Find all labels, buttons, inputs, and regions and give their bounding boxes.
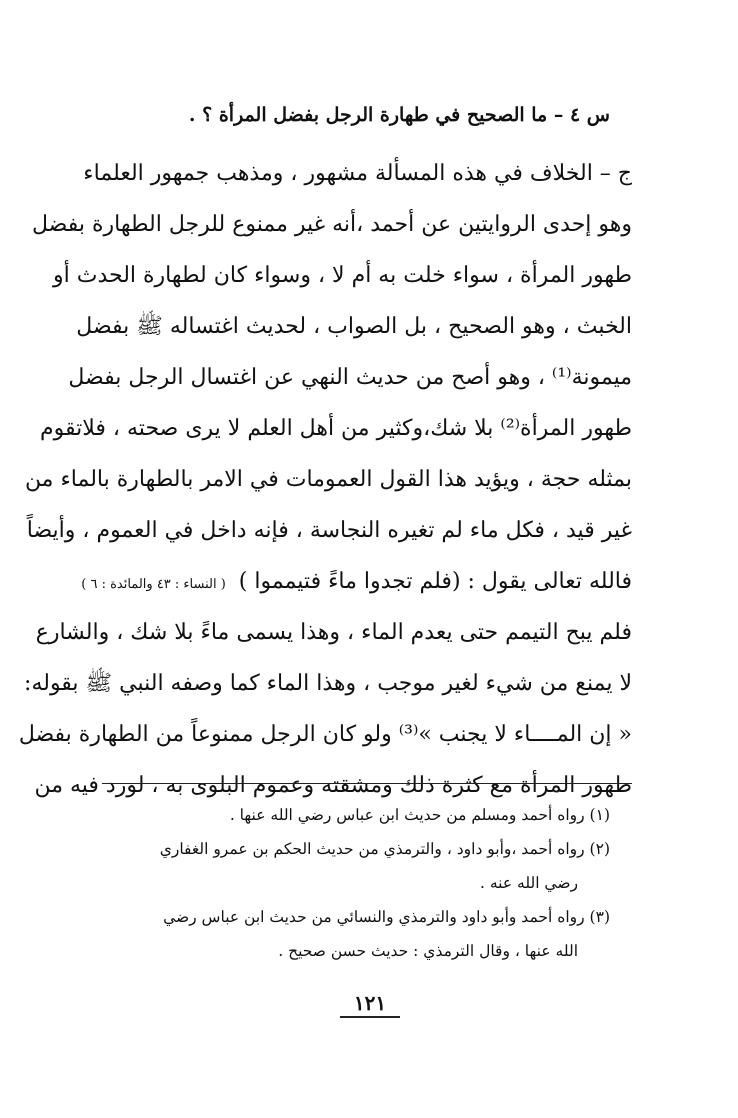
text-line: طهور المرأة مع كثرة ذلك ومشقته وعموم البلوى به ، لورد فيه من [34,773,632,798]
text-line: الخبث ، وهو الصحيح ، بل الصواب ، لحديث اغتساله ﷺ بفضل [76,314,632,339]
text-line: « إن المــــاء لا يجنب »⁽³⁾ ولو كان الرجل ممنوعاً من الطهارة بفضل [18,722,632,747]
text-line: غير قيد ، فكل ماء لم تغيره النجاسة ، فإنه داخل في العموم ، وأيضاً [26,518,632,543]
footnote-2: (٢) رواه أحمد ،وأبو داود ، والترمذي من حديث الحكم بن عمرو الغفاري [159,840,610,858]
footnote-1: (١) رواه أحمد ومسلم من حديث ابن عباس رضي الله عنها . [229,806,610,824]
text-line: وهو إحدى الروايتين عن أحمد ،أنه غير ممنوع للرجل الطهارة بفضل [32,212,632,237]
footnote-3-continued: الله عنها ، وقال الترمذي : حديث حسن صحيح . [278,942,578,960]
text-line: فلم يبح التيمم حتى يعدم الماء ، وهذا يسمى ماءً بلا شك ، والشارع [35,620,632,645]
text-line: بمثله حجة ، ويؤيد هذا القول العمومات في الامر بالطهارة بالماء من [24,467,632,492]
text-line: ميمونة⁽¹⁾ ، وهو أصح من حديث النهي عن اغتسال الرجل بفضل [68,365,632,390]
verse-line [81,556,632,607]
text-line: ج – الخلاف في هذه المسألة مشهور ، ومذهب جمهور العلماء [83,161,632,186]
text-line: طهور المرأة ، سواء خلت به أم لا ، وسواء كان لطهارة الحدث أو [53,263,632,288]
footnote-3: (٣) رواه أحمد وأبو داود والترمذي والنسائي من حديث ابن عباس رضي [163,908,610,926]
text-line: طهور المرأة⁽²⁾ بلا شك،وكثير من أهل العلم لا يرى صحته ، فلاتقوم [40,416,632,441]
question-heading: س ٤ – ما الصحيح في طهارة الرجل بفضل المرأة ؟ . [188,104,610,126]
verse-quote: فالله تعالى يقول : (فلم تجدوا ماءً فتيمموا ) [238,569,632,594]
footnotes [110,798,610,968]
footnote-divider [102,783,632,784]
page-number: ١٢١ [340,990,400,1018]
verse-reference: ( النساء : ٤٣ والمائدة : ٦ ) [81,577,226,592]
answer-body [18,148,632,811]
text-line: لا يمنع من شيء لغير موجب ، وهذا الماء كما وصفه النبي ﷺ بقوله: [24,671,632,696]
footnote-2-continued: رضي الله عنه . [480,874,578,892]
